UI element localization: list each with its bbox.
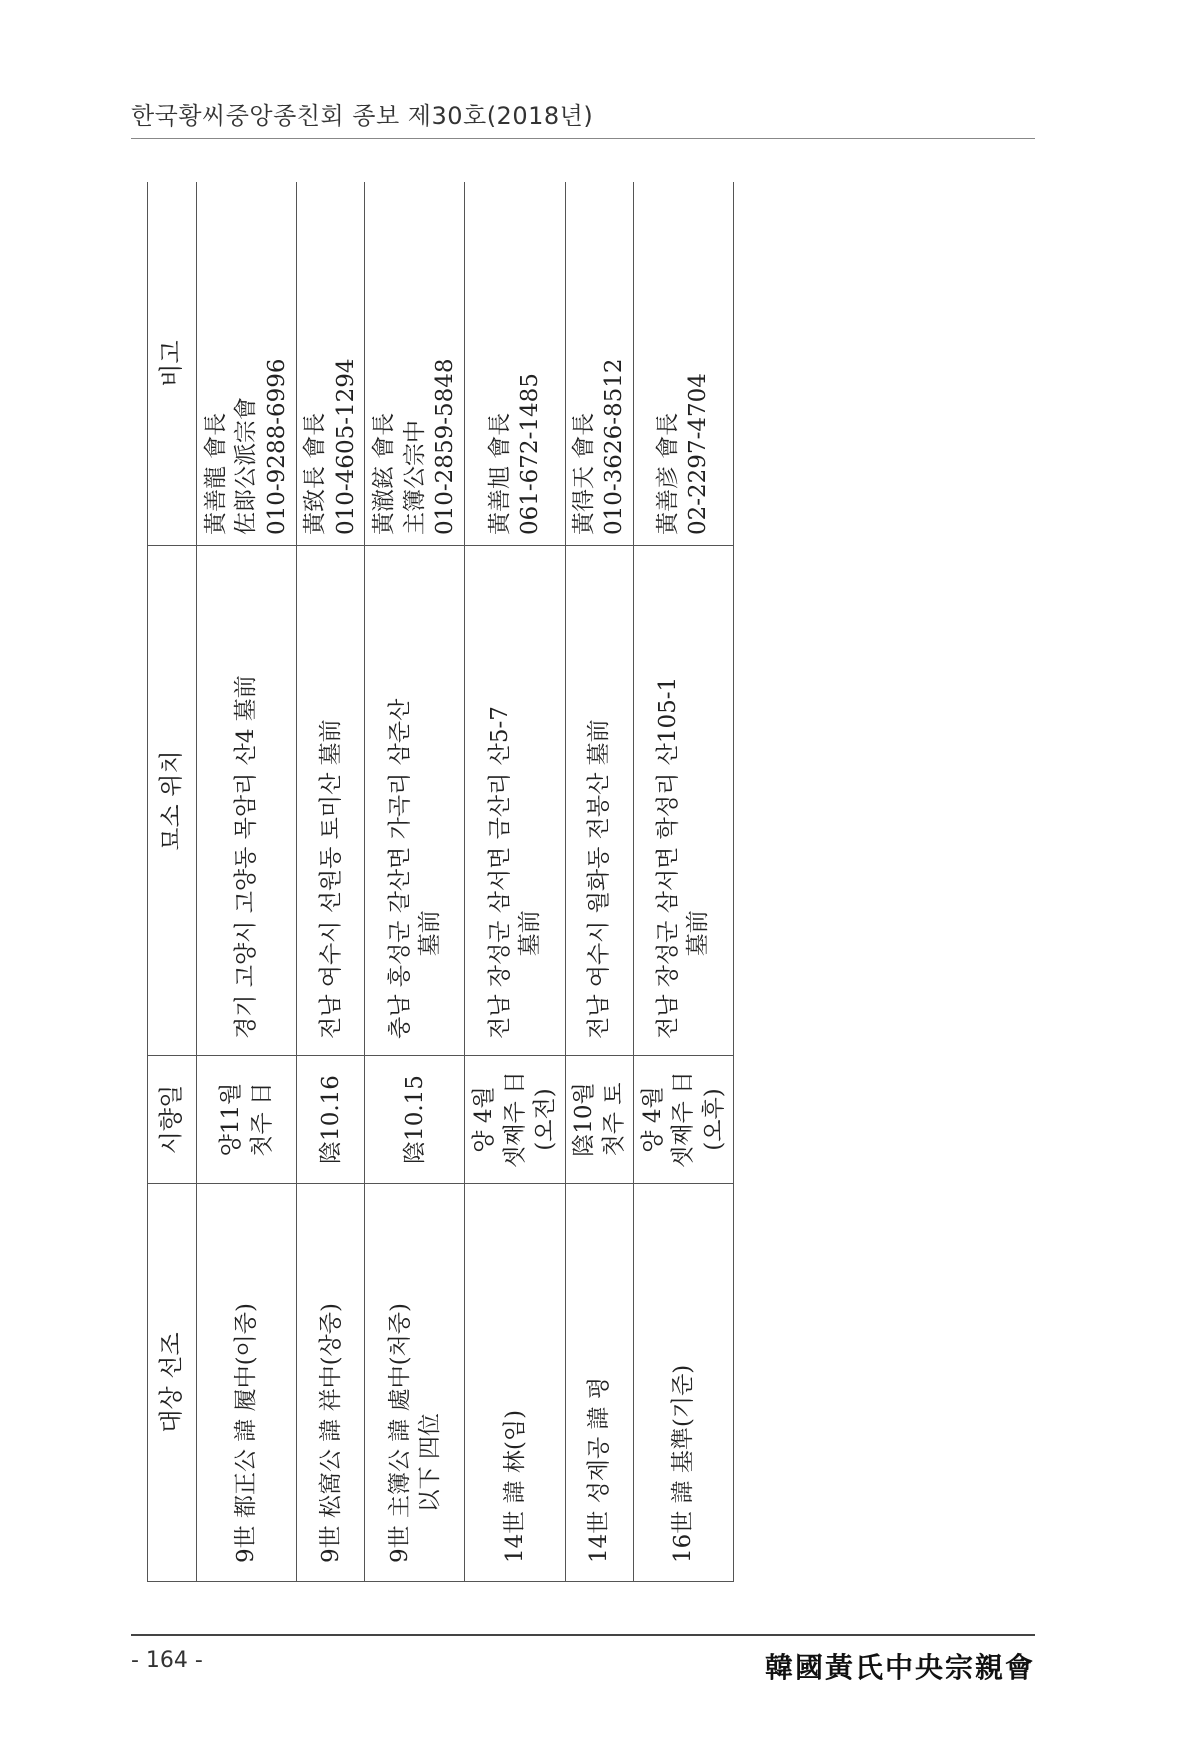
date-cell: [565, 1056, 633, 1184]
location-line: 墓前: [685, 910, 712, 957]
table-row: [465, 182, 565, 1582]
column-header-location: 묘소 위치: [148, 546, 197, 1056]
ancestor-line: 16世 諱 基準(기준): [670, 1364, 697, 1563]
date-cell: [297, 1056, 365, 1184]
date-line: 양 4월: [639, 1086, 666, 1153]
table-header-row: [148, 182, 197, 1582]
table-row: [565, 182, 633, 1582]
rotated-table-wrapper: [147, 182, 734, 1582]
location-cell: [633, 546, 733, 1056]
location-cell: [297, 546, 365, 1056]
date-line: 첫주 日: [248, 1082, 275, 1157]
note-line: 黃善龍 會長: [202, 412, 229, 535]
table-row: [365, 182, 465, 1582]
table-row: [633, 182, 733, 1582]
note-cell: [365, 182, 465, 546]
note-cell: [633, 182, 733, 546]
table-row: [197, 182, 297, 1582]
column-header-note: 비고: [148, 182, 197, 546]
note-line: 010-9288-6996: [263, 358, 290, 535]
location-line: 전남 장성군 삼서면 금산리 산5-7: [486, 706, 513, 1039]
note-line: 010-4605-1294: [332, 358, 359, 535]
ancestor-cell: [633, 1184, 733, 1582]
ancestor-line: 9世 松窩公 諱 祥中(상중): [317, 1303, 344, 1563]
note-line: 黃得天 會長: [570, 412, 597, 535]
page-number: - 164 -: [131, 1648, 203, 1673]
note-cell: [197, 182, 297, 546]
location-line: 墓前: [517, 910, 543, 957]
date-line: 陰10.15: [401, 1075, 428, 1164]
date-cell: [633, 1056, 733, 1184]
note-line: 061-672-1485: [517, 373, 543, 535]
ancestor-line: 9世 都正公 諱 履中(이중): [233, 1303, 260, 1563]
note-line: 黃善旭 會長: [486, 412, 513, 535]
date-line: 셋째주 日: [670, 1071, 697, 1168]
location-line: 전남 여수시 선원동 토미산 墓前: [317, 719, 344, 1039]
table-container: [147, 182, 734, 1582]
ancestor-cell: [565, 1184, 633, 1582]
location-line: 전남 장성군 삼서면 학성리 산105-1: [655, 676, 682, 1039]
note-line: 主簿公宗中: [401, 420, 428, 535]
date-line: 양11월: [218, 1082, 245, 1157]
memorial-schedule-table: [147, 182, 734, 1582]
date-line: (오전): [532, 1088, 559, 1151]
organization-logo-text: 韓國黃氏中央宗親會: [764, 1651, 1035, 1684]
note-line: 02-2297-4704: [685, 373, 712, 535]
ancestor-line: 14世 諱 林(임): [501, 1409, 528, 1563]
note-cell: [465, 182, 565, 546]
date-line: 陰10.16: [317, 1075, 344, 1164]
table-row: [297, 182, 365, 1582]
note-line: 佐郞公派宗會: [233, 397, 260, 535]
date-line: 양 4월: [471, 1086, 498, 1153]
ancestor-line: 以下 四位: [416, 1413, 443, 1513]
note-line: 黃善彦 會長: [655, 412, 682, 535]
location-cell: [465, 546, 565, 1056]
location-cell: [565, 546, 633, 1056]
date-line: 첫주 토: [601, 1082, 628, 1157]
location-line: 전남 여수시 월화동 전봉산 墓前: [586, 719, 613, 1039]
location-line: 충남 홍성군 갈산면 가곡리 삼준산: [386, 698, 413, 1039]
date-cell: [465, 1056, 565, 1184]
page-header-title: 한국황씨중앙종친회 종보 제30호(2018년): [131, 102, 594, 130]
ancestor-cell: [297, 1184, 365, 1582]
date-cell: [197, 1056, 297, 1184]
ancestor-line: 14世 성제공 諱 평: [586, 1376, 613, 1563]
header-divider: [131, 138, 1035, 139]
ancestor-cell: [465, 1184, 565, 1582]
date-line: 셋째주 日: [501, 1071, 528, 1168]
note-cell: [297, 182, 365, 546]
note-cell: [565, 182, 633, 546]
ancestor-cell: [197, 1184, 297, 1582]
location-line: 경기 고양시 고양동 목암리 산4 墓前: [233, 675, 260, 1039]
footer-divider: [131, 1634, 1035, 1636]
ancestor-cell: [365, 1184, 465, 1582]
location-line: 墓前: [416, 910, 443, 957]
ancestor-line: 9世 主簿公 諱 處中(처중): [386, 1303, 413, 1563]
note-line: 黃致長 會長: [302, 412, 329, 535]
location-cell: [197, 546, 297, 1056]
date-cell: [365, 1056, 465, 1184]
location-cell: [365, 546, 465, 1056]
column-header-date: 시향일: [148, 1056, 197, 1184]
note-line: 黃澈鉉 會長: [371, 412, 398, 535]
column-header-ancestor: 대상 선조: [148, 1184, 197, 1582]
note-line: 010-3626-8512: [601, 358, 628, 535]
date-line: (오후): [700, 1088, 727, 1151]
date-line: 陰10월: [570, 1082, 597, 1157]
note-line: 010-2859-5848: [432, 358, 459, 535]
